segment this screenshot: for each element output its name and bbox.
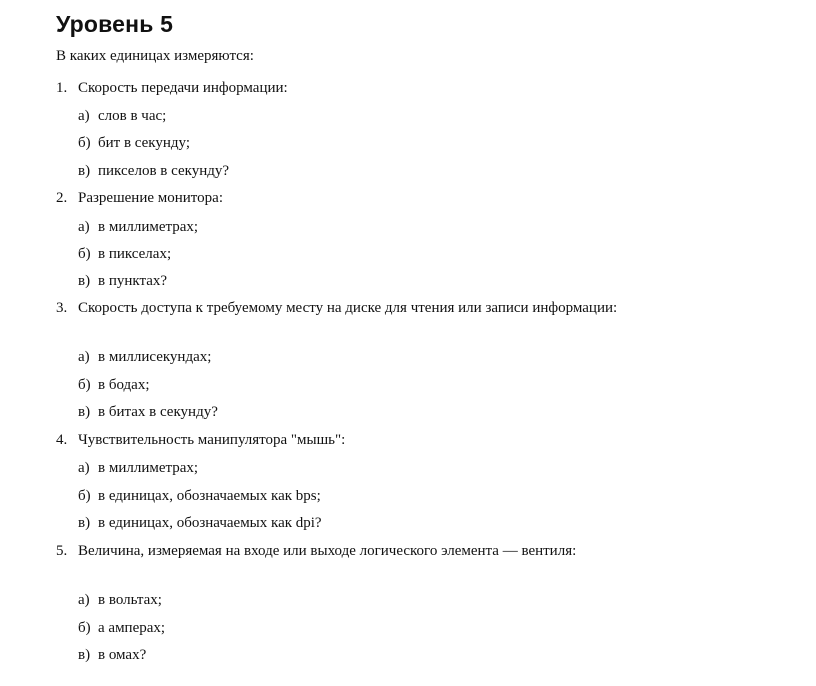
option-text: в миллисекундах; xyxy=(98,349,212,365)
option-letter: а) xyxy=(78,349,90,365)
option-letter: в) xyxy=(78,647,91,663)
option-letter: б) xyxy=(78,488,91,504)
question-number: 5. xyxy=(56,543,68,559)
page-title: Уровень 5 xyxy=(56,11,174,37)
option-1a xyxy=(78,106,166,126)
option-text: бит в секунду; xyxy=(98,135,190,151)
option-text: в вольтах; xyxy=(98,592,162,608)
option-letter: в) xyxy=(78,515,91,531)
option-letter: а) xyxy=(78,460,90,476)
question-5 xyxy=(56,541,702,561)
question-text: Величина, измеряемая на входе или выходе логического элемента — вентиля: xyxy=(78,543,577,559)
question-1 xyxy=(56,78,702,98)
option-5b xyxy=(78,618,165,638)
option-3b xyxy=(78,375,150,395)
option-3c xyxy=(78,402,218,422)
question-4 xyxy=(56,430,702,450)
question-number: 3. xyxy=(56,300,68,316)
option-letter: б) xyxy=(78,377,91,393)
question-number: 1. xyxy=(56,80,68,96)
option-text: в омах? xyxy=(98,647,147,663)
option-text: пикселов в секунду? xyxy=(98,163,230,179)
option-text: в битах в секунду? xyxy=(98,404,218,420)
option-4a xyxy=(78,458,198,478)
question-3 xyxy=(56,298,702,318)
question-number: 4. xyxy=(56,432,68,448)
option-2c xyxy=(78,271,167,291)
option-letter: в) xyxy=(78,163,91,179)
option-letter: б) xyxy=(78,135,91,151)
option-text: в бодах; xyxy=(98,377,150,393)
question-2 xyxy=(56,188,702,208)
option-text: слов в час; xyxy=(98,108,167,124)
option-text: в единицах, обозначаемых как bps; xyxy=(98,488,321,504)
option-letter: а) xyxy=(78,219,90,235)
option-text: в миллиметрах; xyxy=(98,219,199,235)
intro-text: В каких единицах измеряются: xyxy=(56,48,254,64)
option-2a xyxy=(78,217,198,237)
option-letter: а) xyxy=(78,592,90,608)
option-text: в единицах, обозначаемых как dpi? xyxy=(98,515,322,531)
question-text: Скорость доступа к требуемому месту на диске для чтения или записи информации: xyxy=(78,300,618,316)
option-2b xyxy=(78,244,171,264)
option-5c xyxy=(78,645,146,665)
option-1b xyxy=(78,133,190,153)
option-text: а амперах; xyxy=(98,620,166,636)
option-letter: а) xyxy=(78,108,90,124)
question-number: 2. xyxy=(56,190,68,206)
option-5a xyxy=(78,590,162,610)
option-4c xyxy=(78,513,322,533)
question-text: Чувствительность манипулятора "мышь": xyxy=(78,432,346,448)
option-letter: в) xyxy=(78,404,91,420)
option-letter: б) xyxy=(78,246,91,262)
question-text: Разрешение монитора: xyxy=(78,190,223,206)
option-text: в пунктах? xyxy=(98,273,168,289)
option-3a xyxy=(78,347,211,367)
option-letter: б) xyxy=(78,620,91,636)
option-1c xyxy=(78,161,229,181)
question-text: Скорость передачи информации: xyxy=(78,80,288,96)
option-text: в миллиметрах; xyxy=(98,460,199,476)
option-letter: в) xyxy=(78,273,91,289)
option-text: в пикселах; xyxy=(98,246,172,262)
option-4b xyxy=(78,486,321,506)
